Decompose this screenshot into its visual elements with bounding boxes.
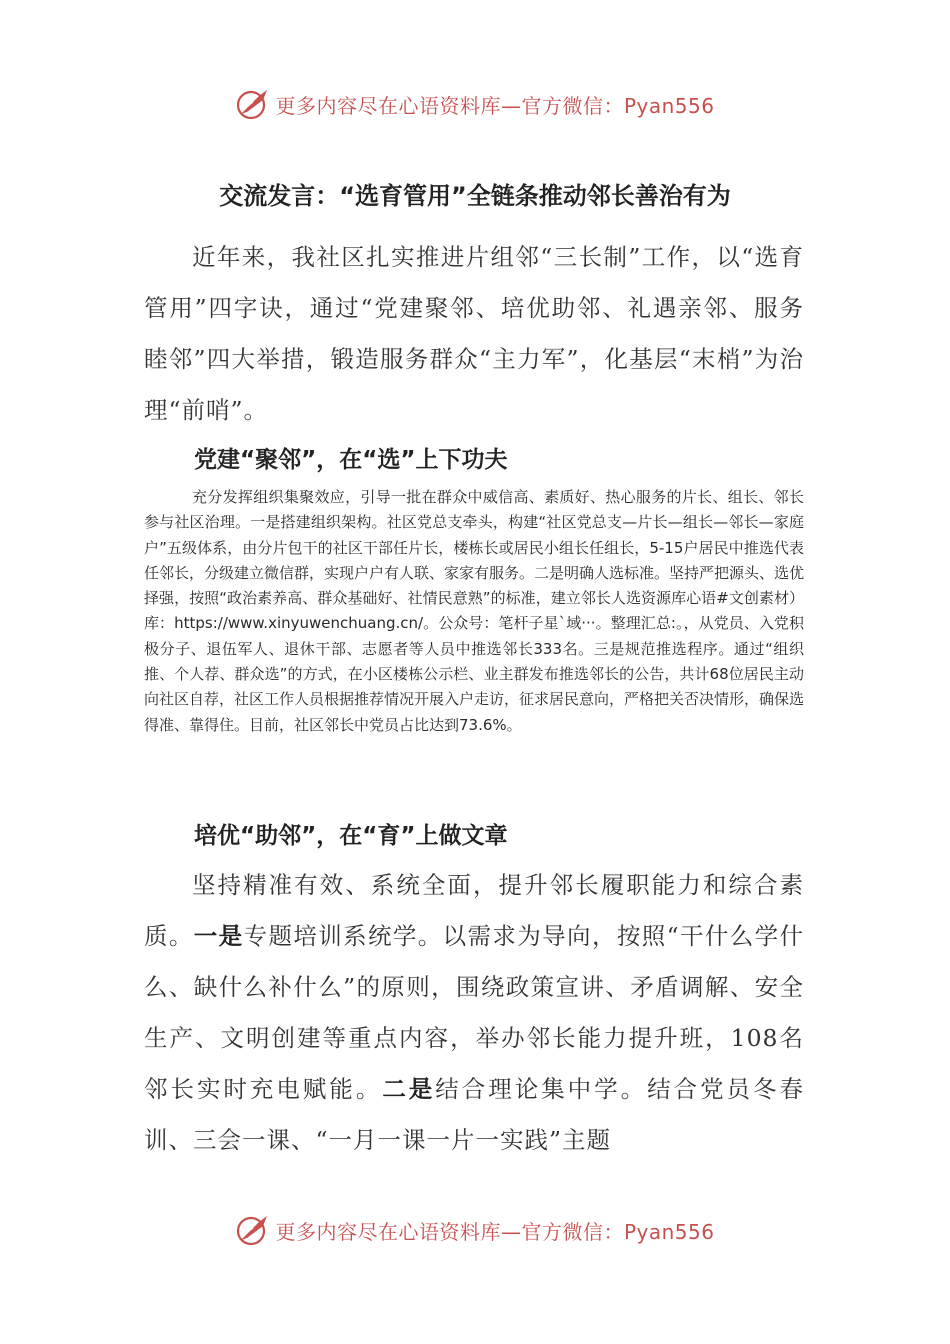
- section2-heading: 培优“助邻”，在“育”上做文章: [194, 823, 508, 849]
- section2-lead: 坚持精准有效、系统全面，提升邻长履职能力和综合素质。: [144, 871, 804, 950]
- watermark-banner-top: [0, 82, 950, 126]
- intro-paragraph: 近年来，我社区扎实推进片组邻“三长制”工作，以“选育管用”四字诀，通过“党建聚邻、培优助邻、礼遇亲邻、服务睦邻”四大举措，锻造服务群众“主力军”，化基层“末梢”为治理“前哨”。: [144, 243, 804, 424]
- point1-text: 专题培训系统学。以需求为导向，按照“干什么学什么、缺什么补什么”的原则，围绕政策宣讲、矛盾调解、安全生产、文明创建等重点内容，举办邻长能力提升班，108名邻长实时充电赋能。: [144, 922, 805, 1103]
- section1-body: 充分发挥组织集聚效应，引导一批在群众中威信高、素质好、热心服务的片长、组长、邻长参与社区治理。一是搭建组织架构。社区党总支牵头，构建“社区党总支—片长—组长—邻长—家庭户”五级体系，由分片包干的社区干部任片长，楼栋长或居民小组长任组长，5-15户居民中推选代表任邻长，分级建立微信群，实现户户有人联、家家有服务。二是明确人选标准。坚持严把源头、选优择强，按照“政治素养高、群众基础好、社情民意熟”的标准，建立邻长人选资源库心语#文创素材）库：https://www.xinyuwenchuang.cn/。公众号：笔杆子星`域···。整理汇总:。，从党员、入党积极分子、退伍军人、退休干部、志愿者等人员中推选邻长333名。三是规范推选程序。通过“组织推、个人荐、群众选”的方式，在小区楼栋公示栏、业主群发布推选邻长的公告，共计68位居民主动向社区自荐，社区工作人员根据推荐情况开展入户走访，征求居民意向，严格把关否决情形，确保选得准、靠得住。目前，社区邻长中党员占比达到73.6%。: [144, 488, 805, 734]
- section2-body: [144, 860, 804, 1166]
- page-title: 交流发言：“选育管用”全链条推动邻长善治有为: [219, 182, 731, 210]
- point2-label: 二是: [382, 1075, 436, 1103]
- watermark-text: 更多内容尽在心语资料库—官方微信：Pyan556: [275, 93, 715, 118]
- quill-logo-icon: [235, 86, 271, 122]
- section1-heading: 党建“聚邻”，在“选”上下功夫: [194, 447, 508, 473]
- watermark-text: 更多内容尽在心语资料库—官方微信：Pyan556: [275, 1219, 715, 1244]
- point2-text: 结合理论集中学。结合党员冬春训、三会一课、“一月一课一片一实践”主题: [144, 1075, 805, 1154]
- point1-label: 一是: [193, 922, 244, 950]
- watermark-banner-bottom: [0, 1208, 950, 1252]
- quill-logo-icon: [235, 1212, 271, 1248]
